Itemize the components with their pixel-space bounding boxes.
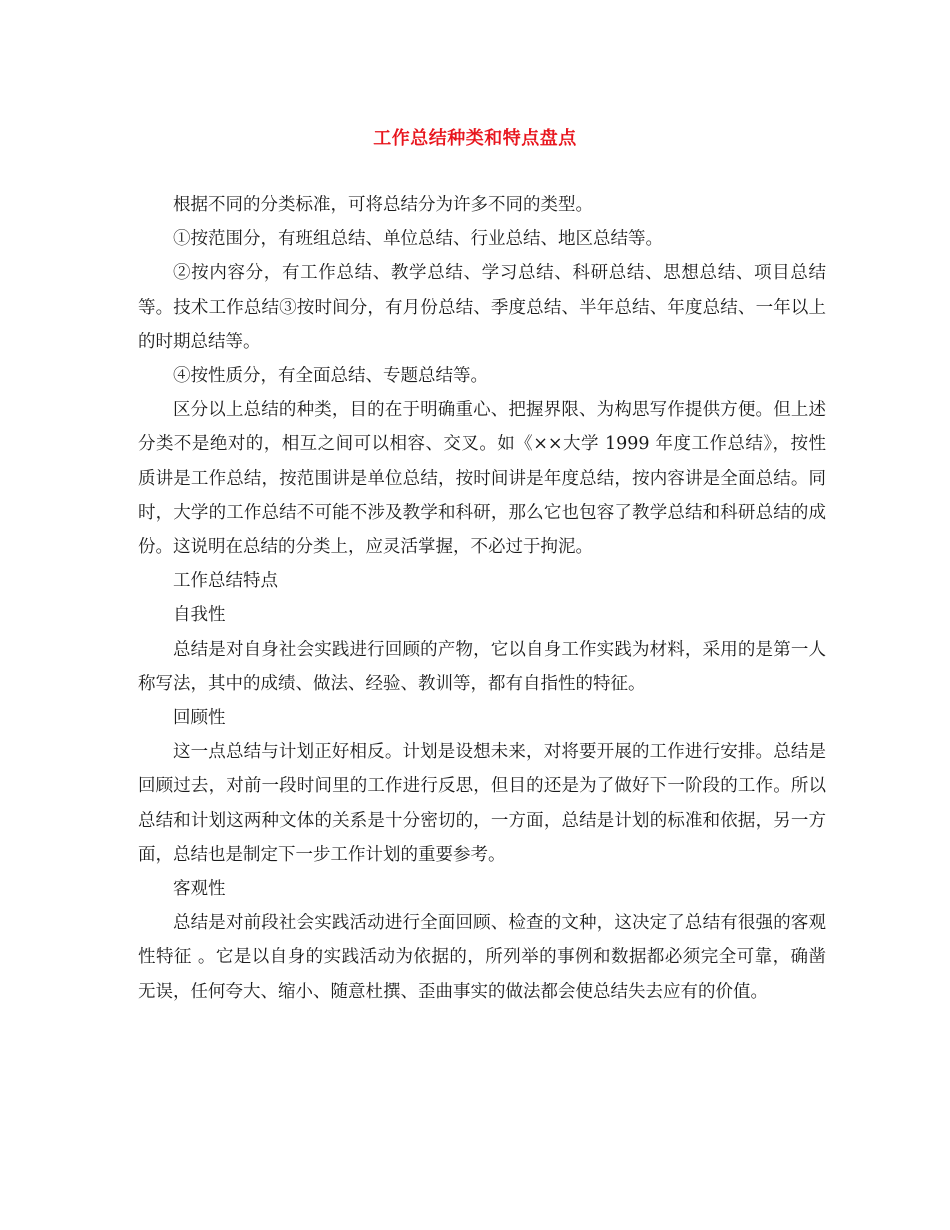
paragraph-intro: 根据不同的分类标准，可将总结分为许多不同的类型。 — [173, 195, 593, 215]
paragraph-objective: 总结是对前段社会实践活动进行全面回顾、检查的文种，这决定了总结有很强的客观性特征 。它是以自身的实践活动为依据的，所列举的事例和数据都必须完全可靠，确凿无误，任何夸大、缩小、随意杜撰、歪曲事实的做法都会使总结失去应有的价值。 — [138, 913, 826, 1002]
document-title: 工作总结种类和特点盘点 — [373, 128, 577, 149]
paragraph-self: 总结是对自身社会实践进行回顾的产物，它以自身工作实践为材料，采用的是第一人称写法，其中的成绩、做法、经验、教训等，都有自指性的特征。 — [138, 639, 826, 694]
section-heading-features: 工作总结特点 — [173, 571, 278, 592]
subheading-retrospective: 回顾性 — [173, 708, 226, 729]
paragraph-by-content: ②按内容分，有工作总结、教学总结、学习总结、科研总结、思想总结、项目总结等。技术工作总结③按时间分，有月份总结、季度总结、半年总结、年度总结、一年以上的时期总结等。 — [138, 263, 826, 352]
paragraph-classification-note: 区分以上总结的种类，目的在于明确重心、把握界限、为构思写作提供方便。但上述分类不是绝对的，相互之间可以相容、交叉。如《××大学 1999 年度工作总结》，按性质讲是工作总结，按范围讲是单位总结，按时间讲是年度总结，按内容讲是全面总结。同时，大学的工作总结不可能不涉及教学和科研，那么它也包容了教学总结和科研总结的成份。这说明在总结的分类上，应灵活掌握，不必过于拘泥。 — [138, 400, 826, 558]
subheading-objective: 客观性 — [173, 879, 226, 900]
subheading-self: 自我性 — [173, 605, 226, 626]
paragraph-by-scope: ①按范围分，有班组总结、单位总结、行业总结、地区总结等。 — [173, 229, 663, 250]
paragraph-retrospective: 这一点总结与计划正好相反。计划是设想未来，对将要开展的工作进行安排。总结是回顾过去，对前一段时间里的工作进行反思，但目的还是为了做好下一阶段的工作。所以总结和计划这两种文体的关系是十分密切的，一方面，总结是计划的标准和依据，另一方面，总结也是制定下一步工作计划的重要参考。 — [138, 742, 826, 865]
document-body — [138, 188, 826, 1009]
paragraph-by-nature: ④按性质分，有全面总结、专题总结等。 — [173, 366, 488, 387]
